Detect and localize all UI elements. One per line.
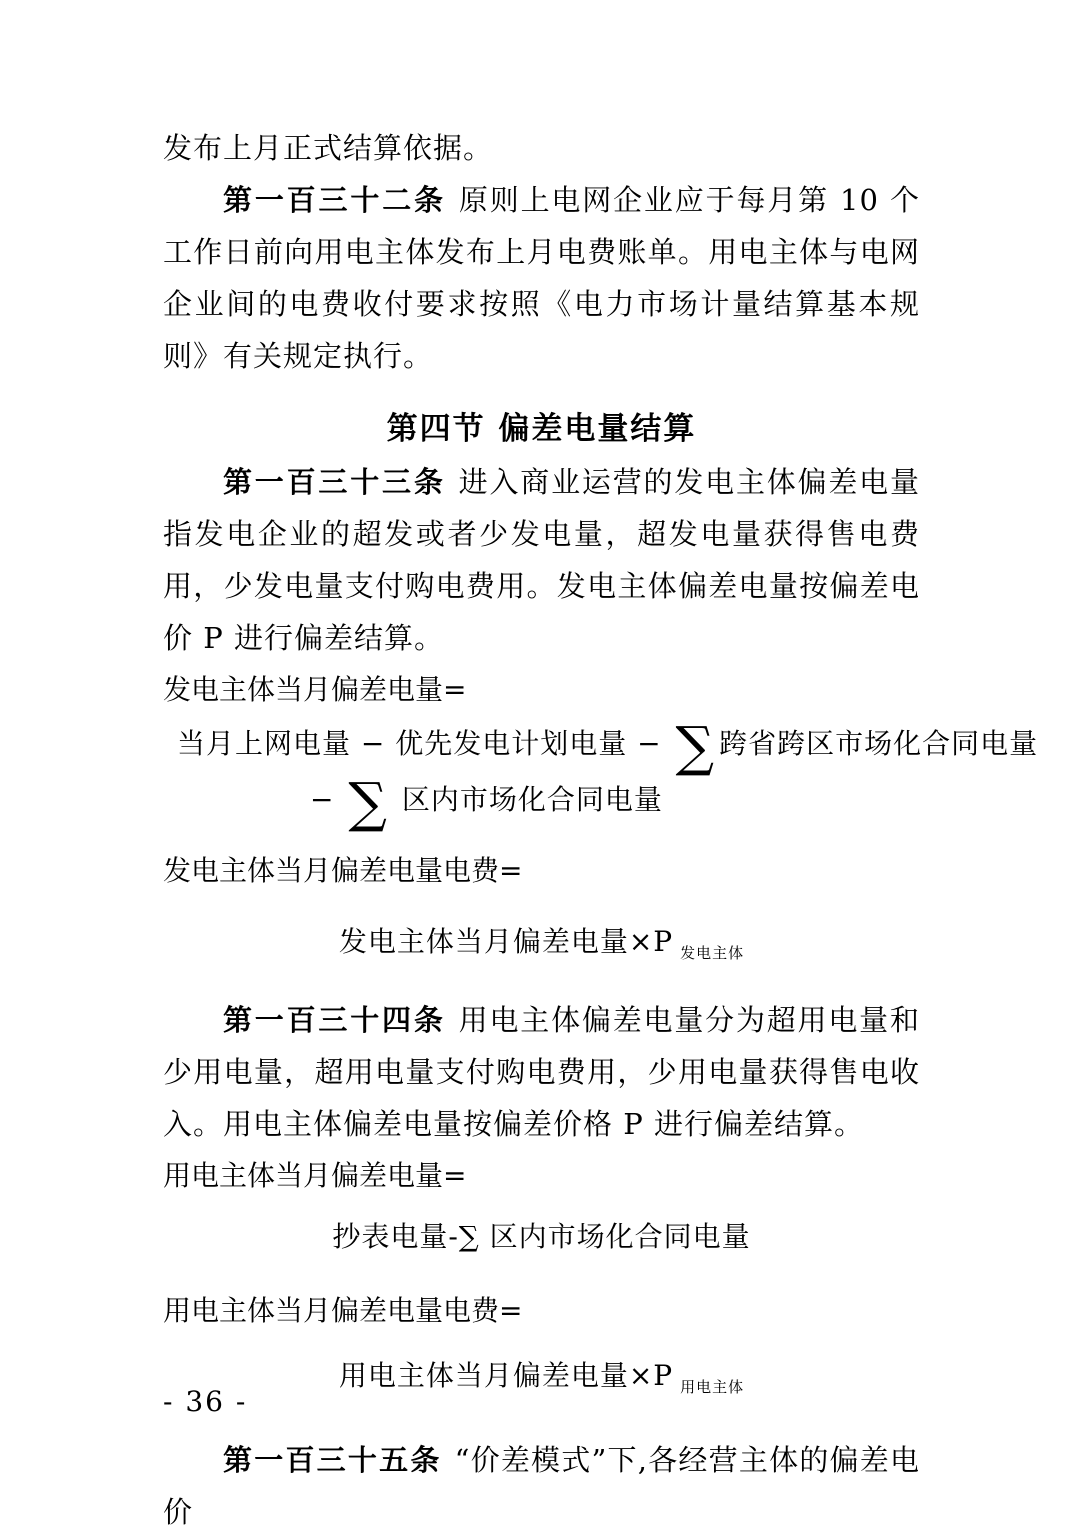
article-133 bbox=[163, 456, 920, 664]
formula-segment: 跨省跨区市场化合同电量 bbox=[719, 727, 1039, 761]
article-133-number: 第一百三十三条 bbox=[223, 465, 446, 499]
gen-deviation-qty-label: 发电主体当月偏差电量= bbox=[163, 673, 467, 706]
use-deviation-qty-label: 用电主体当月偏差电量= bbox=[163, 1158, 467, 1192]
price-subscript-consumer: 用电主体 bbox=[680, 1377, 745, 1396]
use-deviation-fee-formula bbox=[163, 1353, 920, 1410]
formula-segment: 抄表电量-∑ 区内市场化合同电量 bbox=[332, 1219, 751, 1253]
price-subscript-generator: 发电主体 bbox=[680, 943, 745, 962]
gen-deviation-qty-formula-line1 bbox=[177, 715, 1039, 778]
article-135 bbox=[163, 1434, 920, 1527]
paragraph-continuation: 发布上月正式结算依据。 bbox=[163, 131, 494, 165]
article-132-number: 第一百三十二条 bbox=[223, 183, 446, 217]
article-135-text: “价差模式”下,各经营主体的偏差电价 bbox=[163, 1442, 920, 1527]
formula-segment: 用电主体当月偏差电量×P bbox=[338, 1358, 674, 1392]
page-number: - 36 - bbox=[163, 1385, 248, 1418]
gen-deviation-qty-formula-line2 bbox=[310, 771, 920, 834]
article-132-text: 原则上电网企业应于每月第 10 个工作日前向用电主体发布上月电费账单。用电主体与电网企业间的电费收付要求按照《电力市场计量结算基本规则》有关规定执行。 bbox=[163, 183, 920, 373]
sigma-symbol: ∑ bbox=[675, 715, 716, 778]
use-deviation-qty-formula bbox=[163, 1214, 920, 1260]
article-135-number: 第一百三十五条 bbox=[223, 1442, 442, 1477]
sigma-symbol: ∑ bbox=[348, 771, 388, 834]
formula-segment: 区内市场化合同电量 bbox=[391, 783, 663, 817]
article-134 bbox=[163, 994, 920, 1150]
article-134-text: 用电主体偏差电量分为超用电量和少用电量，超用电量支付购电费用，少用电量获得售电收入。用电主体偏差电量按偏差价格 P 进行偏差结算。 bbox=[163, 1002, 920, 1141]
formula-segment: − bbox=[310, 783, 345, 817]
formula-segment: 当月上网电量 − 优先发电计划电量 − bbox=[177, 727, 672, 761]
gen-deviation-fee-label: 发电主体当月偏差电量电费= bbox=[163, 854, 523, 887]
formula-segment: 发电主体当月偏差电量×P bbox=[338, 925, 674, 958]
article-134-number: 第一百三十四条 bbox=[223, 1002, 446, 1037]
gen-deviation-fee-formula bbox=[163, 919, 920, 976]
section-4-heading: 第四节 偏差电量结算 bbox=[386, 411, 697, 447]
use-deviation-fee-label: 用电主体当月偏差电量电费= bbox=[163, 1293, 523, 1327]
article-133-text: 进入商业运营的发电主体偏差电量指发电企业的超发或者少发电量，超发电量获得售电费用，少发电量支付购电费用。发电主体偏差电量按偏差电价 P 进行偏差结算。 bbox=[163, 465, 920, 655]
article-132 bbox=[163, 174, 920, 382]
